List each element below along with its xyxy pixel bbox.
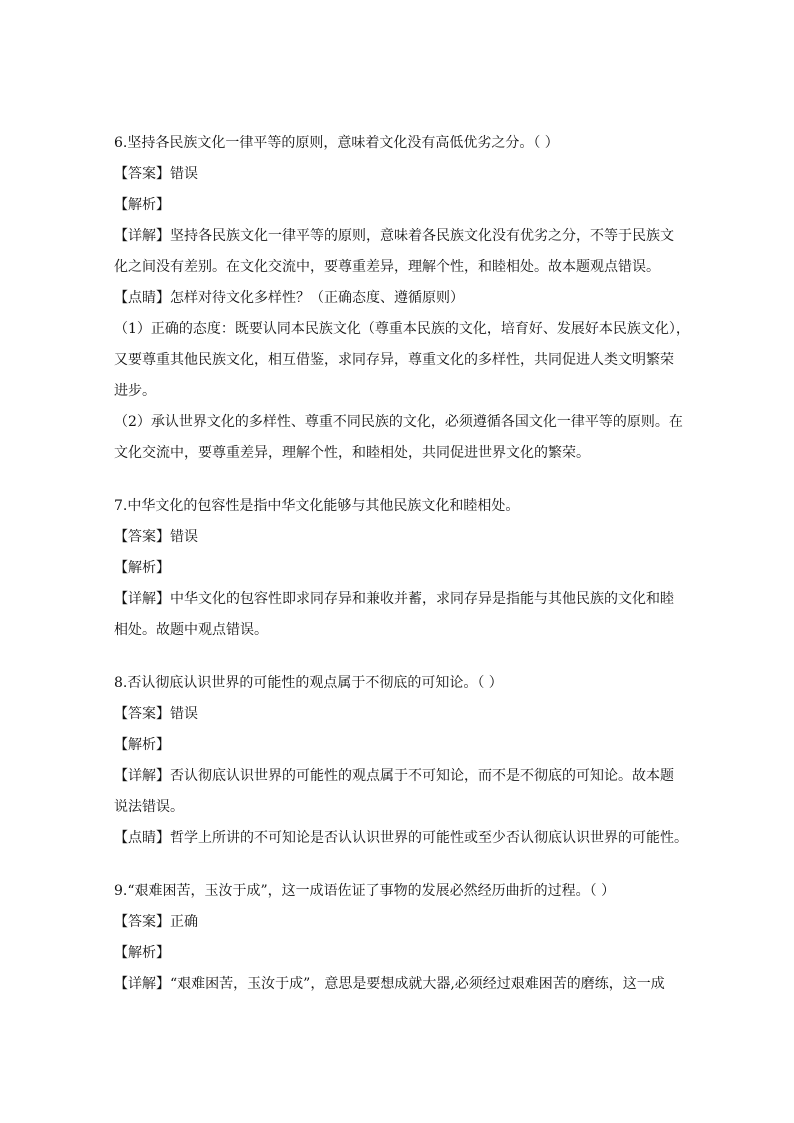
question-6-stem: 6.坚持各民族文化一律平等的原则，意味着文化没有高低优劣之分。（ ） — [114, 135, 559, 151]
spacer — [114, 469, 680, 491]
question-6-analysis-label: 【解析】 — [114, 197, 170, 213]
question-9-analysis-label: 【解析】 — [114, 945, 170, 961]
question-8-detail-line: 【详解】否认彻底认识世界的可能性的观点属于不可知论，而不是不彻底的可知论。故本题 — [114, 768, 674, 784]
question-list — [114, 128, 690, 1000]
question-8 — [114, 668, 688, 854]
question-8-stem: 8.否认彻底认识世界的可能性的观点属于不彻底的可知论。（ ） — [114, 675, 503, 691]
spacer — [114, 854, 680, 876]
question-6 — [114, 128, 690, 469]
question-9-detail-line: 【详解】“艰难困苦，玉汝于成”，意思是要想成就大器,必须经过艰难困苦的磨练，这一成 — [114, 976, 665, 992]
question-7-analysis-label: 【解析】 — [114, 560, 170, 576]
question-7-detail-line: 【详解】中华文化的包容性即求同存异和兼收并蓄，求同存异是指能与其他民族的文化和睦 — [114, 591, 674, 607]
question-6-comment-line: （2）承认世界文化的多样性、尊重不同民族的文化，必须遵循各国文化一律平等的原则。在 — [114, 414, 683, 430]
spacer — [114, 646, 680, 668]
question-8-analysis-label: 【解析】 — [114, 737, 170, 753]
question-7 — [114, 491, 680, 646]
question-6-comment-line: （1）正确的态度：既要认同本民族文化（尊重本民族的文化，培育好、发展好本民族文化）， — [114, 321, 690, 337]
question-9-answer: 【答案】正确 — [114, 914, 198, 930]
question-7-answer: 【答案】错误 — [114, 529, 198, 545]
question-8-detail-line: 说法错误。 — [114, 799, 184, 815]
question-6-detail-line: 化之间没有差别。在文化交流中，要尊重差异，理解个性，和睦相处。故本题观点错误。 — [114, 259, 660, 275]
question-6-answer: 【答案】错误 — [114, 166, 198, 182]
question-7-detail-line: 相处。故题中观点错误。 — [114, 622, 268, 638]
question-7-stem: 7.中华文化的包容性是指中华文化能够与其他民族文化和睦相处。 — [114, 498, 520, 514]
question-6-comment-line: 【点睛】怎样对待文化多样性？（正确态度、遵循原则） — [114, 290, 464, 306]
question-6-comment-line: 进步。 — [114, 383, 156, 399]
question-6-comment-line: 又要尊重其他民族文化，相互借鉴，求同存异，尊重文化的多样性，共同促进人类文明繁荣 — [114, 352, 674, 368]
question-6-detail-line: 【详解】坚持各民族文化一律平等的原则，意味着各民族文化没有优劣之分，不等于民族文 — [114, 228, 674, 244]
question-8-comment-line: 【点睛】哲学上所讲的不可知论是否认认识世界的可能性或至少否认彻底认识世界的可能性。 — [114, 830, 688, 846]
question-8-answer: 【答案】错误 — [114, 706, 198, 722]
question-9-stem: 9.“艰难困苦，玉汝于成”，这一成语佐证了事物的发展必然经历曲折的过程。（ ） — [114, 883, 616, 899]
question-9 — [114, 876, 680, 1000]
question-6-comment-line: 文化交流中，要尊重差异，理解个性，和睦相处，共同促进世界文化的繁荣。 — [114, 445, 590, 461]
